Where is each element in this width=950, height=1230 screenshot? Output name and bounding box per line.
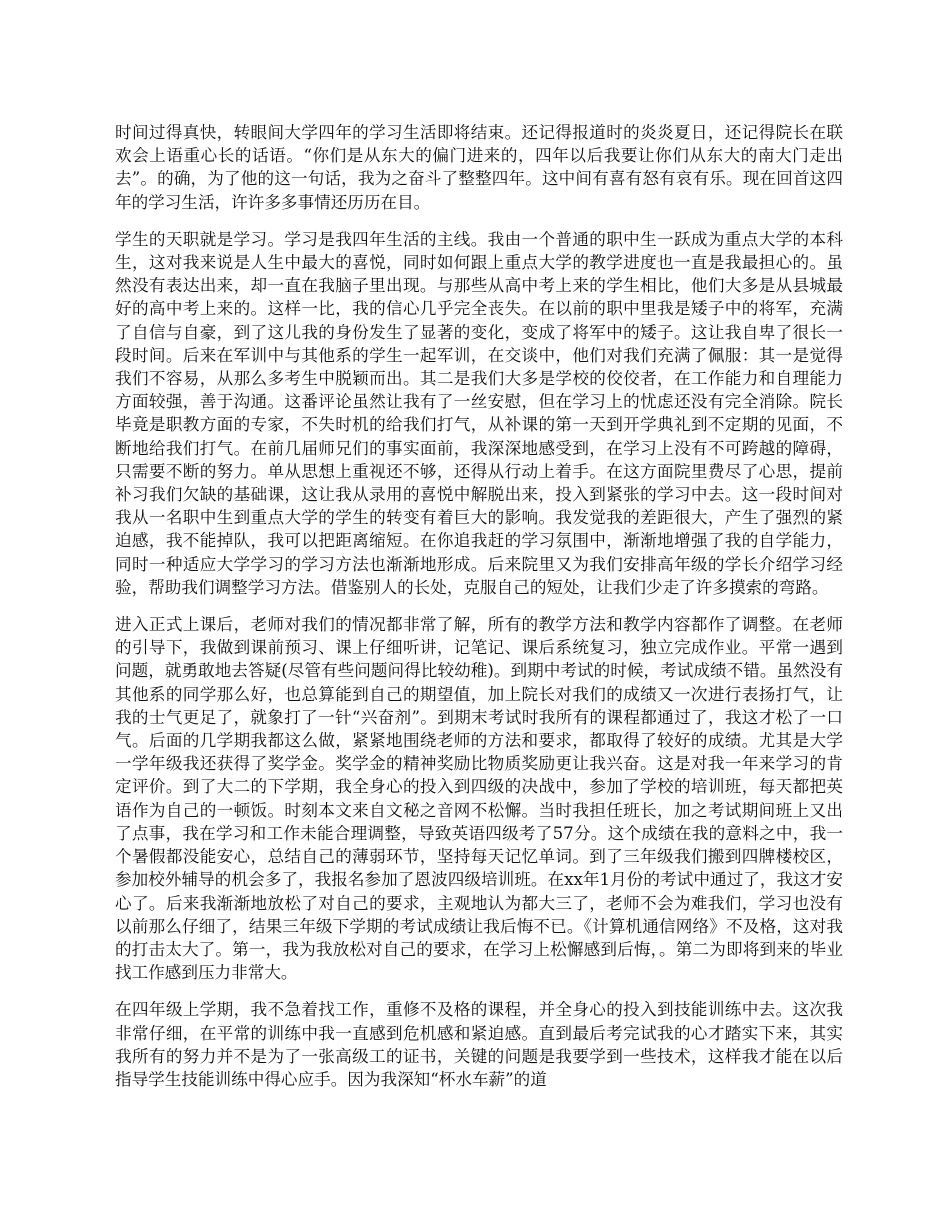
document-body: [115, 121, 843, 1105]
paragraph-fourth-year: 在四年级上学期，我不急着找工作，重修不及格的课程，并全身心的投入到技能训练中去。这次我非常仔细，在平常的训练中我一直感到危机感和紧迫感。直到最后考完试我的心才踏实下来，其实我所有的努力并不是为了一张高级工的证书，关键的问题是我要学到一些技术，这样我才能在以后指导学生技能训练中得心应手。因为我深知“杯水车薪”的道: [115, 1000, 843, 1089]
paragraph-intro: 时间过得真快，转眼间大学四年的学习生活即将结束。还记得报道时的炎炎夏日，还记得院长在联欢会上语重心长的话语。“你们是从东大的偏门进来的，四年以后我要让你们从东大的南大门走出去”。的确，为了他的这一句话，我为之奋斗了整整四年。这中间有喜有怒有哀有乐。现在回首这四年的学习生活，许许多多事情还历历在目。: [115, 123, 843, 212]
paragraph-study-life: 学生的天职就是学习。学习是我四年生活的主线。我由一个普通的职中生一跃成为重点大学的本科生，这对我来说是人生中最大的喜悦，同时如何跟上重点大学的教学进度也一直是我最担心的。虽然没有表达出来，却一直在我脑子里出现。与那些从高中考上来的学生相比，他们大多是从县城最好的高中考上来的。这样一比，我的信心几乎完全丧失。在以前的职中里我是矮子中的将军，充满了自信与自豪，到了这儿我的身份发生了显著的变化，变成了将军中的矮子。这让我自卑了很长一段时间。后来在军训中与其他系的学生一起军训，在交谈中，他们对我们充满了佩服：其一是觉得我们不容易，从那么多考生中脱颖而出。其二是我们大多是学校的佼佼者，在工作能力和自理能力方面较强，善于沟通。这番评论虽然让我有了一丝安慰，但在学习上的忧虑还没有完全消除。院长毕竟是职教方面的专家，不失时机的给我们打气，从补课的第一天到开学典礼到不定期的见面，不断地给我们打气。在前几届师兄们的事实面前，我深深地感受到，在学习上没有不可跨越的障碍，只需要不断的努力。单从思想上重视还不够，还得从行动上着手。在这方面院里费尽了心思，提前补习我们欠缺的基础课，这让我从录用的喜悦中解脱出来，投入到紧张的学习中去。这一段时间对我从一名职中生到重点大学的学生的转变有着巨大的影响。我发觉我的差距很大，产生了强烈的紧迫感，我不能掉队，我可以把距离缩短。在你追我赶的学习氛围中，渐渐地增强了我的自学能力，同时一种适应大学学习的学习方法也渐渐地形成。后来院里又为我们安排高年级的学长介绍学习经验，帮助我们调整学习方法。借鉴别人的长处，克服自己的短处，让我们少走了许多摸索的弯路。: [115, 229, 843, 597]
paragraph-formal-classes: 进入正式上课后，老师对我们的情况都非常了解，所有的教学方法和教学内容都作了调整。在老师的引导下，我做到课前预习、课上仔细听讲，记笔记、课后系统复习，独立完成作业。平常一遇到问题，就勇敢地去答疑(尽管有些问题问得比较幼稚)。到期中考试的时候，考试成绩不错。虽然没有其他系的同学那么好，也总算能到自己的期望值，加上院长对我们的成绩又一次进行表扬打气，让我的士气更足了，就象打了一针“兴奋剂”。到期末考试时我所有的课程都通过了，我这才松了一口气。后面的几学期我都这么做，紧紧地围绕老师的方法和要求，都取得了较好的成绩。尤其是大学一学年级我还获得了奖学金。奖学金的精神奖励比物质奖励更让我兴奋。这是对我一年来学习的肯定评价。到了大二的下学期，我全身心的投入到四级的决战中，参加了学校的培训班，每天都把英语作为自己的一顿饭。时刻本文来自文秘之音网不松懈。当时我担任班长，加之考试期间班上又出了点事，我在学习和工作未能合理调整，导致英语四级考了57分。这个成绩在我的意料之中，我一个暑假都没能安心，总结自己的薄弱环节，坚持每天记忆单词。到了三年级我们搬到四牌楼校区，参加校外辅导的机会多了，我报名参加了恩波四级培训班。在xx年1月份的考试中通过了，我这才安心了。后来我渐渐地放松了对自己的要求，主观地认为都大三了，老师不会为难我们，学习也没有以前那么仔细了，结果三年级下学期的考试成绩让我后悔不已。《计算机通信网络》不及格，这对我的打击太大了。第一，我为我放松对自己的要求，在学习上松懈感到后悔，。第二为即将到来的毕业找工作感到压力非常大。: [115, 615, 843, 983]
